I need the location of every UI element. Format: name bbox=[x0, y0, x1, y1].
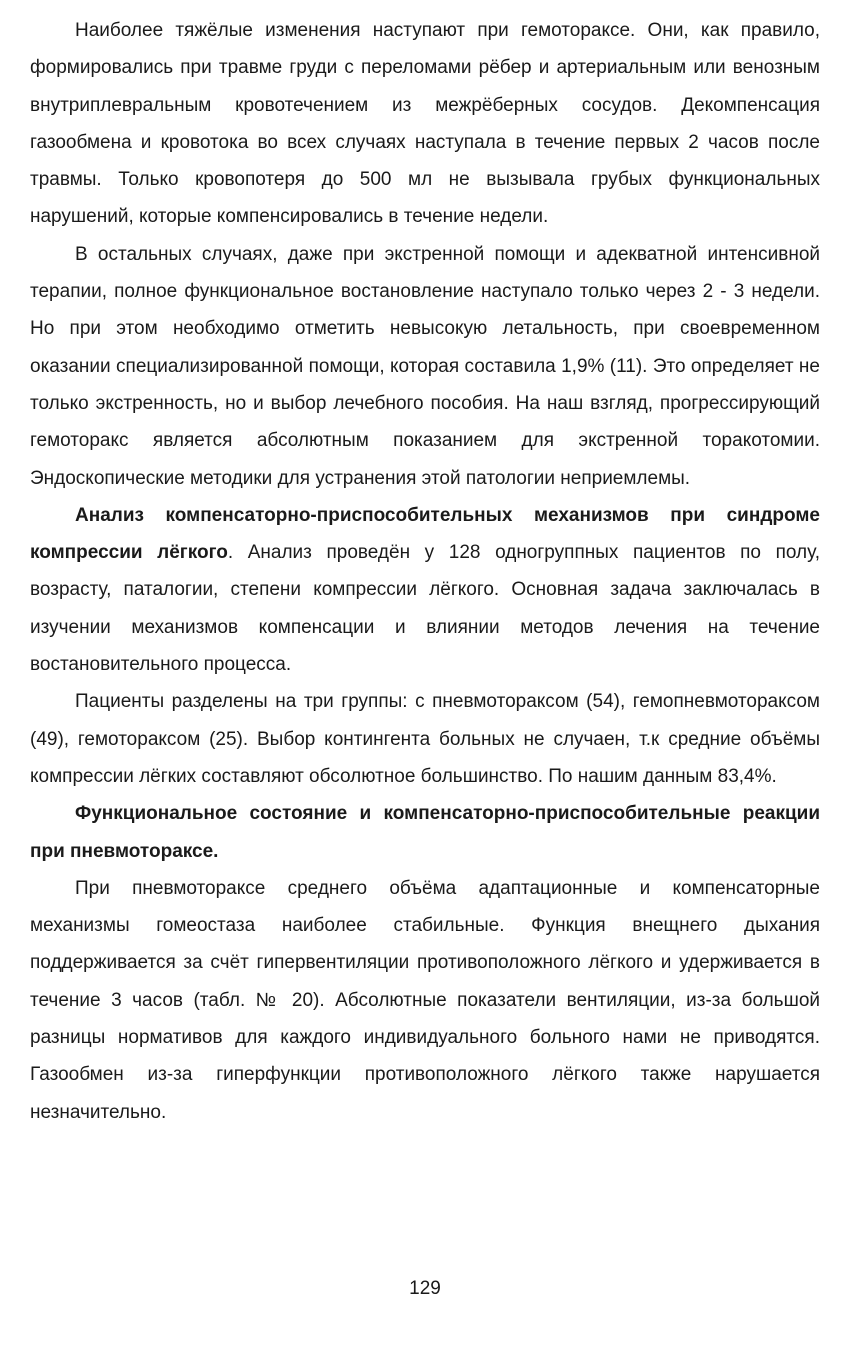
paragraph-other-cases: В остальных случаях, даже при экстренной помощи и адекватной интенсивной терапии, полное функциональное востановление наступало только через 2 - 3 недели. Но при этом необходимо отметить невысокую летальность, при своевременном оказании специализированной помощи, которая составила 1,9% (11). Это определяет не только экстренность, но и выбор лечебного пособия. На наш взгляд, прогрессирующий гемоторакс является абсолютным показанием для экстренной торакотомии. Эндоскопические методики для устранения этой патологии неприемлемы. bbox=[30, 243, 820, 489]
analysis-text: . Анализ проведён у 128 одногруппных пациентов по полу, возрасту, паталогии, степени компрессии лёгкого. Основная задача заключалась в изучении механизмов компенсации и влиянии методов лечения на течение востановительного процесса. bbox=[30, 542, 821, 676]
paragraph-patient-groups: Пациенты разделены на три группы: с пневмотораксом (54), гемопневмотораксом (49), гемотораксом (25). Выбор контингента больных не случаен, т.к средние объёмы компрессии лёгких составляют обсолютное большинство. По нашим данным 83,4%. bbox=[30, 691, 820, 787]
paragraph-hemothorax: Наиболее тяжёлые изменения наступают при гемотораксе. Они, как правило, формировались при травме груди с переломами рёбер и артериальным или венозным внутриплевральным кровотечением из межрёберных сосудов. Декомпенсация газообмена и кровотока во всех случаях наступала в течение первых 2 часов после травмы. Только кровопотеря до 500 мл не вызывала грубых функциональных нарушений, которые компенсировались в течение недели. bbox=[30, 20, 820, 228]
paragraph-analysis bbox=[30, 497, 820, 683]
analysis-heading: Анализ компенсаторно-приспособительных механизмов при синдроме компрессии лёгкого bbox=[30, 504, 820, 564]
paragraph-pneumothorax: При пневмотораксе среднего объёма адаптационные и компенсаторные механизмы гомеостаза наиболее стабильные. Функция внещнего дыхания поддерживается за счёт гипервентиляции противоположного лёгкого и удерживается в течение 3 часов (табл. № 20). Абсолютные показатели вентиляции, из-за большой разницы нормативов для каждого индивидуального больного нами не приводятся. Газообмен из-за гиперфункции противоположного лёгкого также нарушается незначительно. bbox=[30, 877, 820, 1123]
document-page bbox=[30, 12, 820, 1131]
section-heading-pneumothorax: Функциональное состояние и компенсаторно-приспособительные реакции при пневмотораксе. bbox=[30, 803, 820, 862]
page-number: 129 bbox=[409, 1278, 441, 1299]
